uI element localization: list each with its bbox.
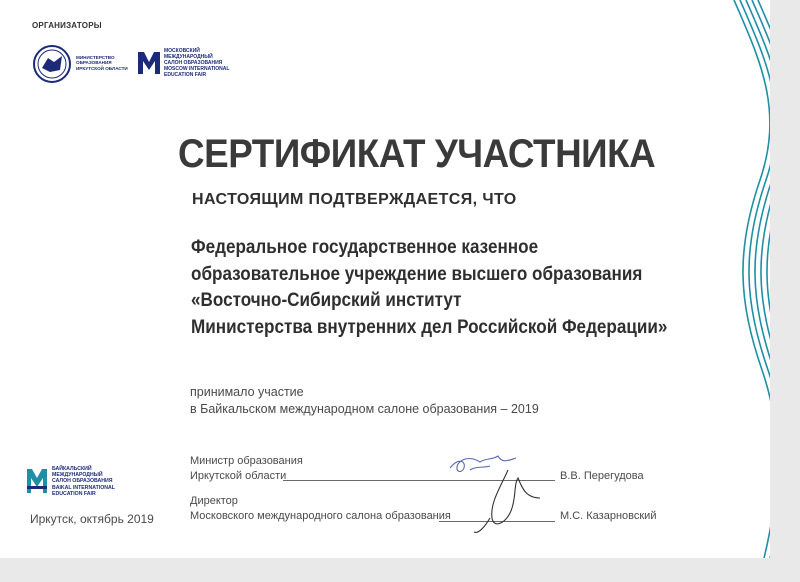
certificate-title: СЕРТИФИКАТ УЧАСТНИКА bbox=[178, 132, 656, 176]
confirmation-text: НАСТОЯЩИМ ПОДТВЕРЖДАЕТСЯ, ЧТО bbox=[192, 191, 517, 208]
recipient-organization bbox=[191, 235, 667, 341]
recipient-line: образовательное учреждение высшего образования bbox=[191, 263, 643, 285]
decorative-wave-border bbox=[720, 0, 770, 558]
signatory-2-name: М.С. Казарновский bbox=[560, 510, 657, 522]
moscow-fair-logo-text: МОСКОВСКИЙ МЕЖДУНАРОДНЫЙ САЛОН ОБРАЗОВАНИЯ MOSCOW INTERNATIONAL EDUCATION FAIR bbox=[164, 48, 230, 78]
place-and-date: Иркутск, октябрь 2019 bbox=[30, 512, 154, 526]
recipient-line: «Восточно-Сибирский институт bbox=[191, 290, 462, 311]
ministry-logo-text: МИНИСТЕРСТВО ОБРАЗОВАНИЯ ИРКУТСКОЙ ОБЛАСТИ bbox=[76, 55, 128, 71]
signatory-2-role: Директор Московского международного салона образования bbox=[190, 495, 451, 522]
ministry-logo bbox=[32, 44, 72, 84]
participation-text: принимало участие в Байкальском международном салоне образования – 2019 bbox=[190, 385, 539, 416]
signatory-1-name: В.В. Перегудова bbox=[560, 470, 644, 482]
recipient-line: Федеральное государственное казенное bbox=[191, 237, 539, 258]
baikal-fair-logo bbox=[26, 466, 48, 496]
recipient-line: Министерства внутренних дел Российской Федерации» bbox=[191, 316, 668, 338]
moscow-fair-logo bbox=[136, 48, 162, 76]
organizers-label: ОРГАНИЗАТОРЫ bbox=[32, 21, 102, 30]
baikal-fair-logo-text: БАЙКАЛЬСКИЙ МЕЖДУНАРОДНЫЙ САЛОН ОБРАЗОВАНИЯ BAIKAL INTERNATIONAL EDUCATION FAIR bbox=[52, 466, 115, 497]
signatory-1-role: Министр образования Иркутской области bbox=[190, 455, 303, 482]
handwritten-signature bbox=[430, 448, 550, 538]
